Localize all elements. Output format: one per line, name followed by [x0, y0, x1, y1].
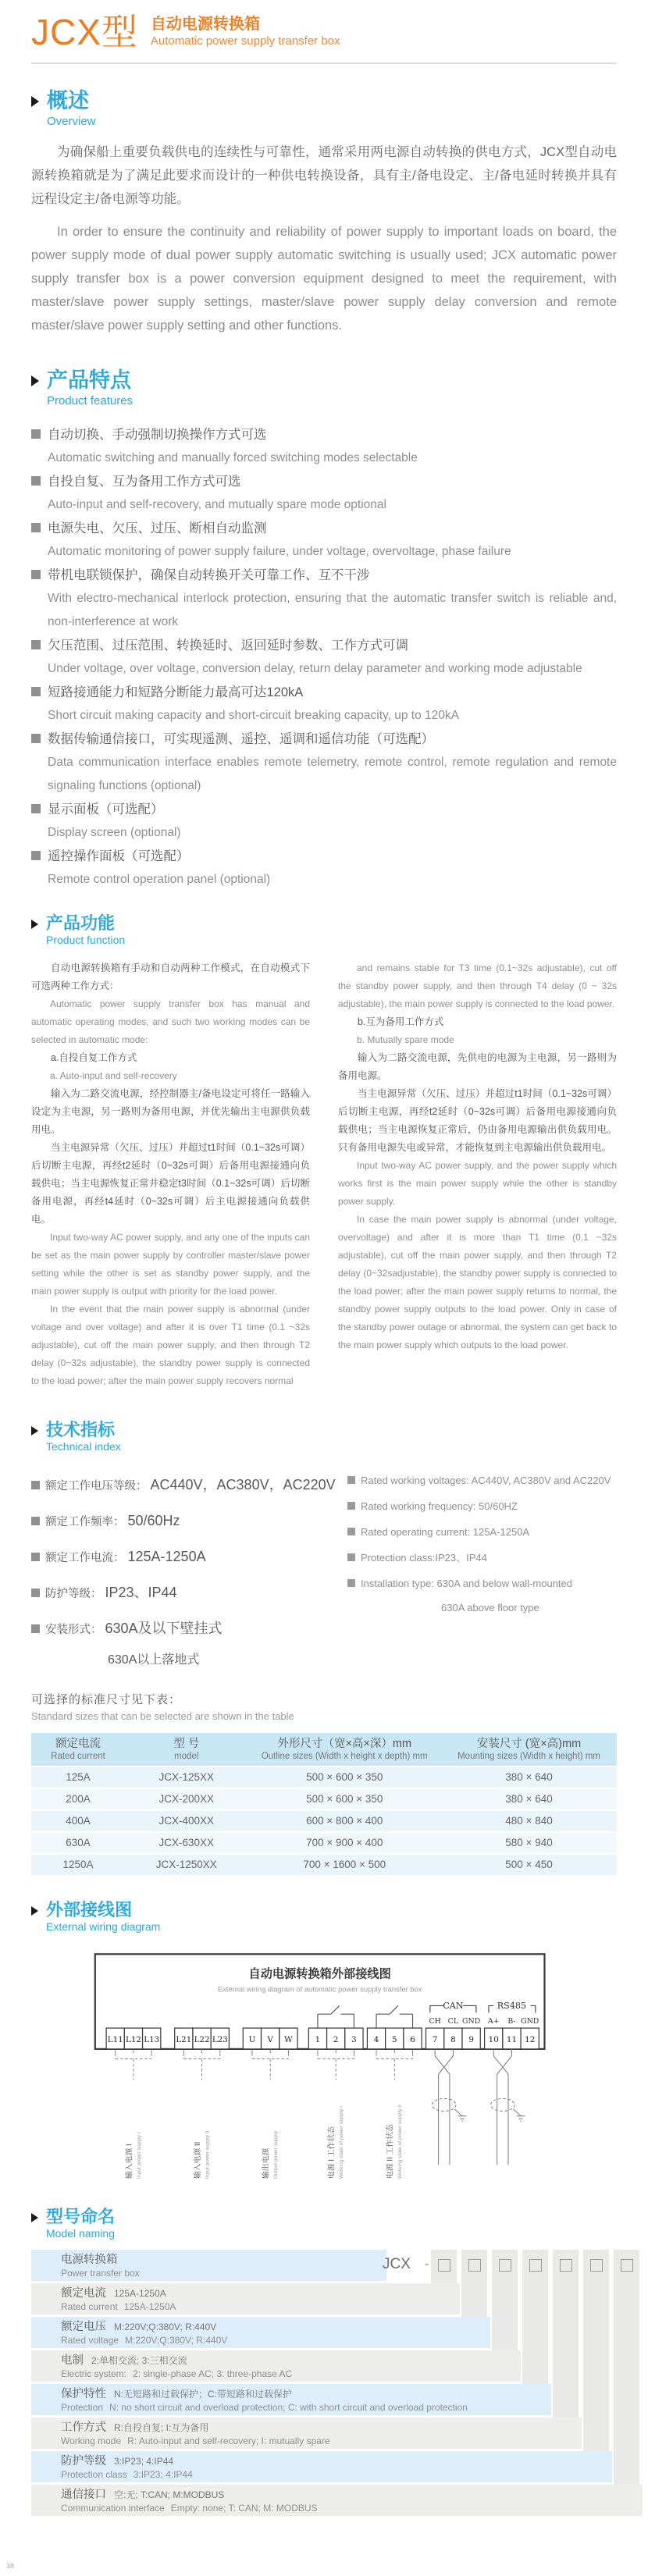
code-column-strip: [614, 2250, 639, 2516]
tech-item-continuation-en: 630A above floor type: [441, 1601, 539, 1614]
ground-icon: [513, 2109, 525, 2121]
model-code-box: [590, 2259, 603, 2272]
feature-item: [31, 564, 617, 634]
feature-text-cn: 短路接通能力和短路分断能力最高可达120kA: [48, 685, 304, 700]
bullet-square-icon: [31, 1589, 40, 1597]
group-label-en: Input power supply I: [136, 2132, 142, 2179]
terminal-label: V: [267, 2034, 273, 2044]
terminal-label: 3: [351, 2034, 357, 2044]
bullet-square-icon: [347, 1553, 355, 1561]
tech-item: 额定工作电流： 125A-1250A: [31, 1539, 347, 1575]
function-subitem: b. Mutually spare mode: [357, 1034, 454, 1045]
feature-item: [31, 423, 617, 470]
twisted-pair-can: [433, 2049, 467, 2165]
overview-paragraph-cn: 为确保船上重要负载供电的连续性与可靠性，通常采用两电源自动转换的供电方式，JCX型自动电源转换箱就是为了满足此要求而设计的一种供电转换设备，具有主/备电设定、主/备电延时转换并具有远程设定主/备电源等功能。: [31, 145, 617, 207]
feature-text-en: Automatic switching and manually forced switching modes selectable: [48, 451, 418, 465]
model-code-box: [438, 2259, 450, 2272]
terminal-label: 7: [432, 2034, 438, 2044]
tech-item-en: Rated working voltages: AC440V, AC380V and AC220V: [347, 1468, 617, 1493]
feature-text-en: Auto-input and self-recovery, and mutually spare mode optional: [48, 498, 386, 512]
bullet-square-icon: [31, 1624, 40, 1633]
naming-row: 额定电压 M:220V;Q:380V; R:440V Rated voltage M:220V;Q:380V; R:440V: [31, 2317, 490, 2348]
naming-row: 电制 2:单相交流; 3:三相交流 Electric system: 2: single-phase AC; 3: three-phase AC: [31, 2350, 521, 2382]
function-heading-en: Product function: [46, 934, 126, 947]
model-code-box: [560, 2259, 572, 2272]
model-code-box: [529, 2259, 542, 2272]
triangle-bullet-icon: [31, 375, 39, 386]
wiring-diagram: [94, 1943, 554, 2204]
feature-text-en: Data communication interface enables remote telemetry, remote control, remote regulation and remote signaling functions (optional): [48, 756, 617, 793]
group-label-en: Working state of power supply I: [339, 2105, 345, 2179]
bullet-square-icon: [31, 734, 41, 743]
function-paragraph: Input two-way AC power supply, and the power supply which works first is the main power supply while the other is standby power supply.: [338, 1159, 617, 1207]
section-heading-tech: [31, 1420, 617, 1455]
model-code-box: [621, 2259, 633, 2272]
feature-item: [31, 634, 617, 681]
bullet-square-icon: [31, 1481, 40, 1489]
wiring-heading-cn: 外部接线图: [46, 1899, 133, 1920]
function-subitem: a. Auto-input and self-recovery: [50, 1069, 177, 1081]
col-header-outline-sizes: 外形尺寸（宽×高×深）mm Outline sizes (Width x height x depth) mm: [248, 1733, 442, 1766]
function-paragraph: 输入为二路交流电源，经控制器主/备电设定可将任一路输入设定为主电源，另一路则为备用电源，并优先输出主电源供负载用电。: [31, 1087, 310, 1135]
feature-text-en: Remote control operation panel (optional): [48, 873, 271, 887]
pin-label: GND: [521, 2016, 539, 2026]
feature-item: [31, 728, 617, 798]
sizes-table: [31, 1731, 617, 1877]
terminal-strip: [106, 2028, 539, 2049]
naming-row: 保护特性 N:无短路和过载保护；C:带短路和过载保护 Protection N: no short circuit and overload protection; C: with short circuit and overload protection: [31, 2384, 551, 2415]
function-paragraph: 自动电源转换箱有手动和自动两种工作模式，在自动模式下可选两种工作方式：: [31, 962, 310, 991]
function-left-column: [31, 959, 310, 1390]
overview-heading-cn: 概述: [47, 89, 89, 112]
feature-item: [31, 517, 617, 564]
feature-list: [31, 423, 617, 891]
bullet-square-icon: [31, 429, 41, 439]
bullet-square-icon: [31, 687, 41, 696]
terminal-label: 1: [315, 2034, 321, 2044]
tech-item-continuation: 630A以上落地式: [108, 1653, 200, 1667]
table-row: 200A JCX-200XX 500 × 600 × 350 380 × 640: [31, 1789, 617, 1809]
triangle-bullet-icon: [31, 2213, 38, 2222]
can-bus-label: CAN: [443, 2000, 464, 2011]
function-right-column: [338, 959, 617, 1390]
diagram-title-cn: 自动电源转换箱外部接线图: [248, 1966, 391, 1981]
product-title-cn: 自动电源转换箱: [150, 16, 260, 33]
features-heading-cn: 产品特点: [47, 368, 131, 393]
feature-text-cn: 欠压范围、过压范围、转换延时、返回延时参数、工作方式可调: [48, 639, 408, 653]
terminal-label: L12: [126, 2034, 141, 2044]
tech-heading-cn: 技术指标: [46, 1419, 116, 1439]
function-paragraph: 输入为二路交流电源，先供电的电源为主电源，另一路则为备用电源。: [338, 1051, 617, 1081]
feature-item: [31, 681, 617, 728]
terminal-label: 12: [525, 2034, 536, 2044]
table-row: 125A JCX-125XX 500 × 600 × 350 380 × 640: [31, 1767, 617, 1788]
tech-columns: [31, 1468, 617, 1674]
overview-heading-en: Overview: [47, 115, 96, 129]
function-paragraph: 当主电源异常（欠压、过压）并超过t1时间（0.1~32s可调）后切断主电源，再经t2延时（0~32s可调）后备用电源接通向负载供电；当主电源恢复正常并稳定t3时间（0.1~32s可调）后切断备用电源，再经t4延时（0~32s可调）后主电源接通向负载供电。: [31, 1141, 310, 1225]
overview-paragraph-en: In order to ensure the continuity and reliability of power supply to important loads on board, the power supply mode of dual power supply automatic switching is usually used; JCX automatic power supply transfer box is a power conversion equipment designed to meet the requirement, with master/slave power supply settings, master/slave power supply delay conversion and remote master/slave power supply setting and other functions.: [31, 225, 617, 333]
wiring-heading-en: External wiring diagram: [46, 1920, 161, 1934]
bullet-square-icon: [31, 1517, 40, 1525]
tech-right-column: [347, 1468, 617, 1674]
terminal-label: L21: [176, 2034, 192, 2044]
pin-label: A+: [487, 2016, 500, 2026]
tech-item-en: Rated operating current: 125A-1250A: [347, 1519, 617, 1545]
function-paragraph: Automatic power supply transfer box has manual and automatic operating modes, and such two working modes can be selected in automatic mode:: [31, 998, 310, 1045]
feature-text-cn: 自投自复、互为备用工作方式可选: [48, 475, 241, 489]
group-underbraces: [116, 2049, 413, 2080]
table-header-row: [31, 1733, 617, 1766]
triangle-bullet-icon: [31, 1426, 38, 1436]
section-heading-function: [31, 913, 617, 948]
function-heading-cn: 产品功能: [46, 913, 116, 934]
bullet-square-icon: [31, 523, 41, 532]
section-heading-features: [31, 368, 617, 409]
model-naming-diagram: [31, 2250, 648, 2516]
product-title-en: Automatic power supply transfer box: [150, 34, 340, 48]
feature-text-en: With electro-mechanical interlock protection, ensuring that the automatic transfer switch is reliable and, non-interference at work: [48, 592, 617, 629]
feature-text-en: Automatic monitoring of power supply failure, under voltage, overvoltage, phase failure: [48, 545, 511, 559]
tech-item: 防护等级： IP23、IP44: [31, 1575, 347, 1611]
bullet-square-icon: [31, 476, 41, 486]
feature-text-cn: 遥控操作面板（可选配）: [48, 849, 190, 864]
feature-item: [31, 470, 617, 517]
wiring-diagram-svg: [94, 1943, 554, 2200]
model-prefix: JCX: [383, 2255, 411, 2272]
feature-text-en: Display screen (optional): [48, 826, 181, 840]
pin-labels: [429, 2017, 539, 2026]
group-label-cn: 输入电源 II: [193, 2141, 202, 2179]
ground-icon: [454, 2109, 466, 2121]
col-header-rated-current: 额定电流 Rated current: [31, 1733, 125, 1766]
diagram-title-en: External wiring diagram of automatic power supply transfer box: [217, 1985, 422, 1994]
group-label-cn: 电源 II 工作状态: [386, 2124, 395, 2179]
group-label-en: Working state of power supply II: [397, 2104, 404, 2179]
model-dash: -: [425, 2257, 429, 2271]
section-heading-naming: [31, 2207, 617, 2242]
function-subitem: b.互为备用工作方式: [358, 1016, 444, 1027]
terminal-label: L11: [107, 2034, 123, 2044]
terminal-label: 11: [506, 2034, 518, 2044]
terminal-label: 9: [468, 2034, 474, 2044]
triangle-bullet-icon: [31, 920, 38, 929]
bullet-square-icon: [347, 1579, 355, 1587]
table-row: 630A JCX-630XX 700 × 900 × 400 580 × 940: [31, 1833, 617, 1853]
tech-item-en: Rated working frequency: 50/60HZ: [347, 1493, 617, 1519]
feature-item: [31, 845, 617, 891]
terminal-label: 5: [392, 2034, 397, 2044]
naming-row: 通信接口 空:无; T:CAN; M:MODBUS Communication interface Empty: none; T: CAN; M: MODBUS: [31, 2485, 643, 2516]
terminal-label: U: [248, 2034, 256, 2044]
terminal-label: 4: [373, 2034, 379, 2044]
feature-text-cn: 显示面板（可选配）: [48, 802, 164, 817]
feature-text-cn: 自动切换、手动强制切换操作方式可选: [48, 428, 267, 443]
page-number: 38: [6, 2562, 15, 2570]
group-label-cn: 输入电源 I: [125, 2144, 134, 2179]
switch-contact-icon: [318, 2005, 413, 2028]
header-subtitle: [151, 14, 340, 50]
function-paragraph: and remains stable for T3 time (0.1~32s adjustable), cut off the standby power supply, and then through T4 delay (0 ~ 32s adjustable), the main power supply is connected to the load power.: [338, 962, 617, 1009]
rs485-bus-label: RS485: [497, 2000, 527, 2011]
bullet-square-icon: [347, 1476, 355, 1484]
feature-text-cn: 电源失电、欠压、过压、断相自动监测: [48, 521, 267, 536]
pin-label: CH: [429, 2016, 441, 2026]
pin-label: B-: [507, 2016, 516, 2026]
col-header-model: 型 号 model: [125, 1733, 248, 1766]
bullet-square-icon: [31, 640, 41, 649]
feature-text-en: Short circuit making capacity and short-circuit breaking capacity, up to 120kA: [48, 709, 459, 723]
terminal-label: 10: [488, 2034, 499, 2044]
bullet-square-icon: [347, 1502, 355, 1510]
bullet-square-icon: [31, 1553, 40, 1561]
naming-heading-en: Model naming: [46, 2227, 115, 2240]
tech-item-en: Protection class:IP23、IP44: [347, 1545, 617, 1571]
section-heading-overview: [31, 89, 617, 130]
tech-item-en: Installation type: 630A and below wall-mounted: [347, 1571, 617, 1596]
function-subitem: a.自投自复工作方式: [51, 1051, 137, 1063]
triangle-bullet-icon: [31, 96, 39, 107]
tech-item: 额定工作频率： 50/60Hz: [31, 1503, 347, 1539]
sizes-intro-en: Standard sizes that can be selected are shown in the table: [31, 1710, 294, 1722]
table-row: 1250A JCX-1250XX 700 × 1600 × 500 500 × 450: [31, 1855, 617, 1875]
feature-text-en: Under voltage, over voltage, conversion delay, return delay parameter and working mode adjustable: [48, 662, 582, 676]
tech-heading-en: Technical index: [46, 1440, 121, 1453]
features-heading-en: Product features: [47, 394, 134, 408]
function-paragraph: In case the main power supply is abnormal (under voltage, overvoltage) and after it is more than T1 time (0.1 ~32s adjustable), cut off the main power supply, and then through T2 delay (0~32sadjustable), the standby power supply is connected to the load power; after the main power supply returns to normal, the standby power supply outputs to the load power. Only in case of the standby power outage or abnormal, the system can get back to the main power supply which outputs to the load power.: [338, 1213, 617, 1350]
terminal-label: 8: [450, 2034, 456, 2044]
tech-left-column: [31, 1468, 347, 1674]
terminal-label: L22: [194, 2034, 210, 2044]
terminal-label: L13: [144, 2034, 160, 2044]
group-label-en: Output power supply: [273, 2130, 279, 2179]
group-label-cn: 电源 I 工作状态: [327, 2126, 336, 2179]
twisted-pair-rs485: [491, 2049, 525, 2165]
function-paragraph: Input two-way AC power supply, and any one of the inputs can be set as the main power supply by controller master/slave power setting while the other is set as standby power supply, and the main power supply is output with priority for the load power.: [31, 1231, 310, 1297]
terminal-label: 6: [410, 2034, 415, 2044]
naming-row: 电源转换箱 Power transfer box: [31, 2250, 386, 2281]
feature-text-cn: 带机电联锁保护，确保自动转换开关可靠工作、互不干涉: [48, 568, 370, 583]
naming-heading-cn: 型号命名: [46, 2206, 116, 2226]
group-label-en: Input power supply II: [205, 2130, 211, 2179]
naming-row: 工作方式 R:自投自复; I:互为备用 Working mode R: Auto-input and self-recovery; I: mutually spare: [31, 2418, 582, 2449]
bullet-square-icon: [31, 804, 41, 813]
function-paragraph: 当主电源异常（欠压、过压）并超过t1时间（0.1~32s可调）后切断主电源，再经t2延时（0~32s可调）后备用电源接通向负载供电；当主电源恢复正常后，仍由备用电源输出供负载用电。只有备用电源失电或异常，才能恢复到主电源输出供负载用电。: [338, 1087, 617, 1153]
terminal-label: W: [284, 2034, 293, 2044]
product-model-title: JCX型: [31, 12, 138, 52]
tech-item: 安装形式： 630A及以下壁挂式: [31, 1611, 347, 1647]
pin-label: CL: [447, 2016, 459, 2026]
triangle-bullet-icon: [31, 1906, 38, 1916]
bullet-square-icon: [31, 851, 41, 860]
bullet-square-icon: [347, 1528, 355, 1535]
section-heading-wiring: [31, 1900, 617, 1935]
group-labels: [123, 2105, 403, 2179]
terminal-label: L23: [212, 2034, 228, 2044]
tech-item: 额定工作电压等级： AC440V，AC380V，AC220V: [31, 1468, 347, 1503]
group-label-cn: 输出电源: [262, 2147, 271, 2179]
table-row: 400A JCX-400XX 600 × 800 × 400 480 × 840: [31, 1811, 617, 1831]
code-column-strip: [583, 2250, 609, 2482]
feature-item: [31, 798, 617, 845]
function-paragraph: In the event that the main power supply is abnormal (under voltage and over voltage) and after it is over T1 time (0.1 ~32s adjustable), cut off the main power supply, and then through T2 delay (0~32s adjustable), the standby power supply is connected to the load power; after the main power supply recovers normal: [31, 1303, 310, 1386]
bullet-square-icon: [31, 570, 41, 579]
feature-text-cn: 数据传输通信接口，可实现遥测、遥控、遥调和遥信功能（可选配）: [48, 732, 434, 747]
model-code-box: [499, 2259, 511, 2272]
document-header: [31, 0, 617, 50]
function-columns: [31, 959, 617, 1390]
header-divider: [31, 62, 617, 64]
terminal-label: 2: [333, 2034, 339, 2044]
sizes-intro-cn: 可选择的标准尺寸见下表：: [31, 1692, 182, 1706]
naming-row: 防护等级 3:IP23; 4:IP44 Protection class 3:IP23; 4:IP44: [31, 2451, 612, 2482]
naming-row: 额定电流 125A-1250A Rated current 125A-1250A: [31, 2283, 460, 2314]
pin-label: GND: [462, 2016, 481, 2026]
col-header-mounting-sizes: 安装尺寸 (宽×高)mm Mounting sizes (Width x height) mm: [441, 1733, 617, 1766]
model-code-box: [468, 2259, 481, 2272]
